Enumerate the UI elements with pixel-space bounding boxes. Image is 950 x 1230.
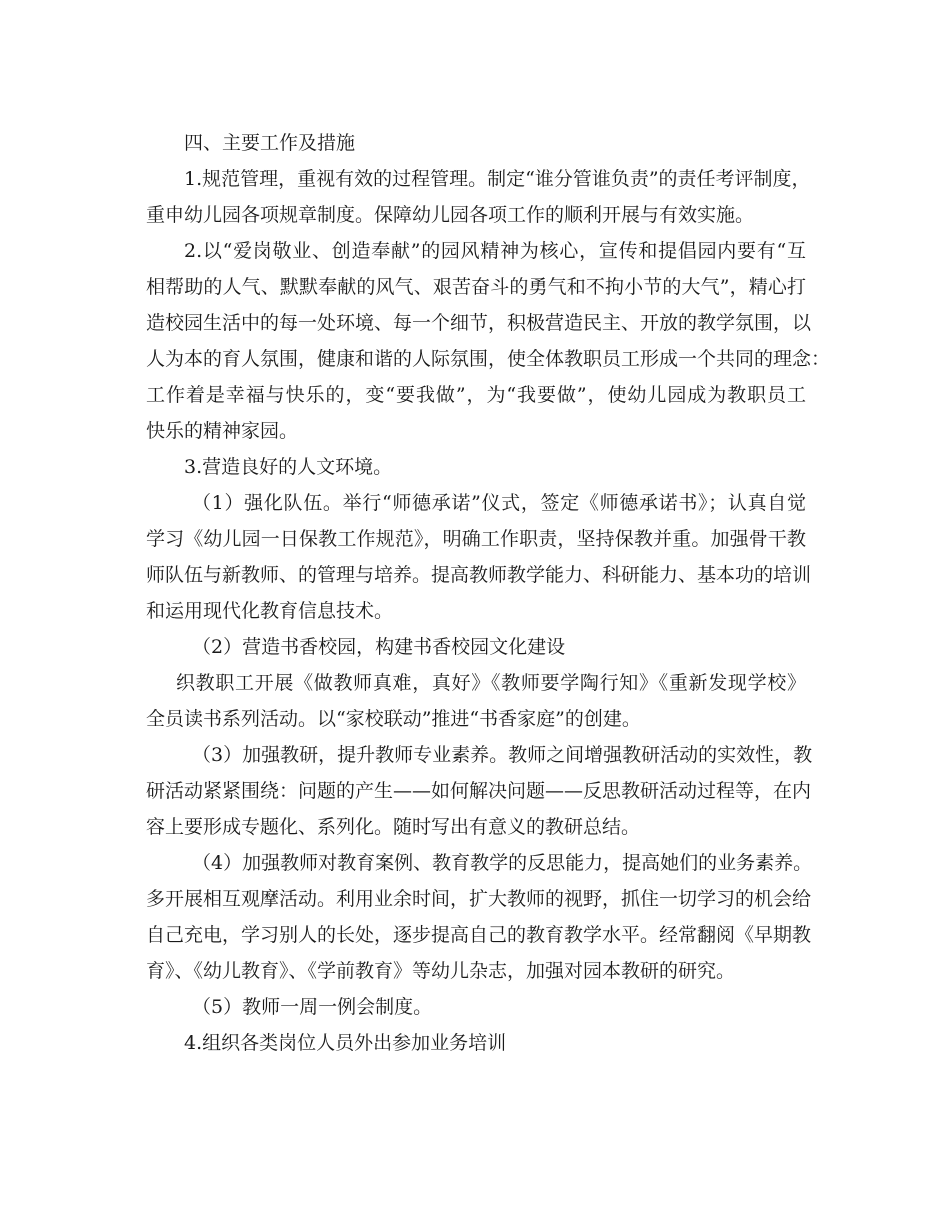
paragraph-line: （4）加强教师对教育案例、教育教学的反思能力，提高她们的业务素养。 <box>192 852 813 874</box>
paragraph-line: 重申幼儿园各项规章制度。保障幼儿园各项工作的顺利开展与有效实施。 <box>146 204 755 226</box>
document-body <box>146 128 831 1064</box>
paragraph-line: 和运用现代化教育信息技术。 <box>146 600 394 622</box>
paragraph-line: 学习《幼儿园一日保教工作规范》，明确工作职责，坚持保教并重。加强骨干教 <box>146 528 806 550</box>
paragraph-line: （3）加强教研，提升教师专业素养。教师之间增强教研活动的实效性，教 <box>192 744 813 766</box>
paragraph-line: 1.规范管理，重视有效的过程管理。制定“谁分管谁负责”的责任考评制度， <box>184 168 811 190</box>
paragraph-line: （1）强化队伍。举行“师德承诺”仪式，签定《师德承诺书》；认真自觉 <box>192 492 806 514</box>
paragraph-line: 人为本的育人氛围，健康和谐的人际氛围，使全体教职员工形成一个共同的理念： <box>146 348 831 370</box>
paragraph-line: 相帮助的人气、默默奉献的风气、艰苦奋斗的勇气和不拘小节的大气”，精心打 <box>146 276 806 298</box>
paragraph-line: （2）营造书香校园，构建书香校园文化建设 <box>192 636 566 658</box>
paragraph-line: 师队伍与新教师、的管理与培养。提高教师教学能力、科研能力、基本功的培训 <box>146 564 812 586</box>
paragraph-line: 育》、《幼儿教育》、《学前教育》等幼儿杂志，加强对园本教研的研究。 <box>146 960 736 982</box>
paragraph-line: 2.以“爱岗敬业、创造奉献”的园风精神为核心，宣传和提倡园内要有“互 <box>184 240 806 262</box>
paragraph-line: 容上要形成专题化、系列化。随时写出有意义的教研总结。 <box>146 816 641 838</box>
paragraph-line: 工作着是幸福与快乐的，变“要我做”，为“我要做”，使幼儿园成为教职员工 <box>146 384 806 406</box>
paragraph-line: 快乐的精神家园。 <box>146 420 299 442</box>
paragraph-line: 织教职工开展《做教师真难，真好》《教师要学陶行知》《重新发现学校》 <box>176 672 806 694</box>
paragraph-line: （5）教师一周一例会制度。 <box>192 996 433 1018</box>
subsection-heading: 4.组织各类岗位人员外出参加业务培训 <box>184 1032 507 1054</box>
subsection-heading: 3.营造良好的人文环境。 <box>184 456 393 478</box>
section-heading: 四、主要工作及措施 <box>184 132 356 154</box>
paragraph-line: 自己充电，学习别人的长处，逐步提高自己的教育教学水平。经常翻阅《早期教 <box>146 924 812 946</box>
paragraph-line: 研活动紧紧围绕：问题的产生——如何解决问题——反思教研活动过程等，在内 <box>146 780 812 802</box>
paragraph-line: 造校园生活中的每一处环境、每一个细节，积极营造民主、开放的教学氛围，以 <box>146 312 812 334</box>
paragraph-line: 全员读书系列活动。以“家校联动”推进“书香家庭”的创建。 <box>146 708 641 730</box>
paragraph-line: 多开展相互观摩活动。利用业余时间，扩大教师的视野，抓住一切学习的机会给 <box>146 888 812 910</box>
